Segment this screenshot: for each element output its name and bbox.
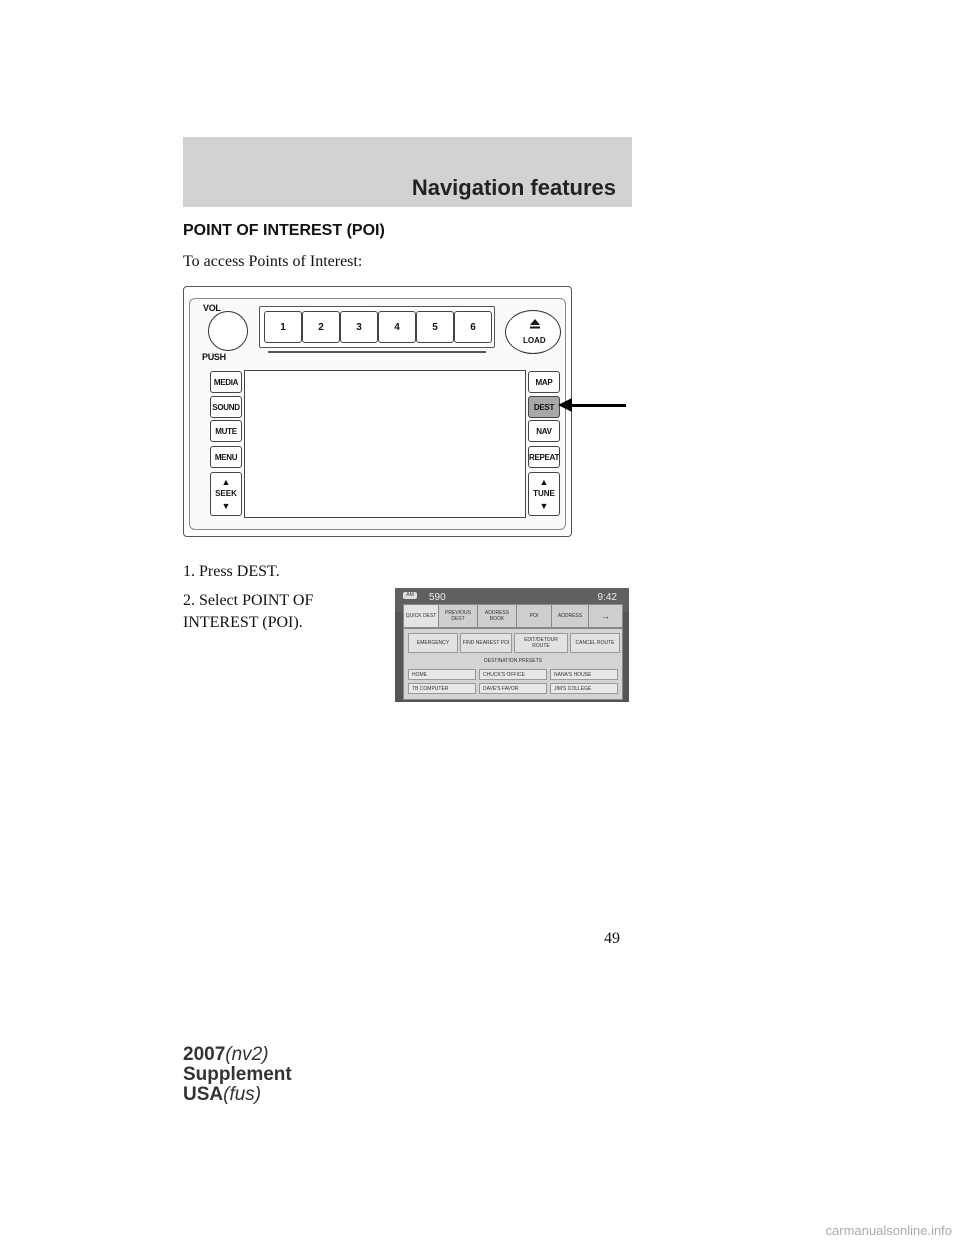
seek-button (210, 472, 242, 516)
tab-previous-dest: PREVIOUS DEST (438, 604, 478, 628)
sound-button: SOUND (210, 396, 242, 418)
eject-icon (530, 319, 540, 329)
destination-options-panel (403, 628, 623, 700)
document-footer (183, 1045, 292, 1105)
tune-label: TUNE (533, 489, 555, 498)
instruction-steps (183, 561, 383, 641)
next-arrow-icon: → (588, 604, 623, 628)
preset-strip (259, 306, 495, 348)
preset-tb-computer: TB COMPUTER (408, 683, 476, 694)
down-arrow-icon: ▼ (221, 501, 231, 511)
watermark: carmanualsonline.info (825, 1223, 952, 1238)
band-indicator: AM (403, 592, 417, 599)
volume-knob (208, 311, 248, 351)
clock-readout: 9:42 (597, 592, 617, 603)
footer-country: USA (183, 1084, 224, 1105)
repeat-button: REPEAT (528, 446, 560, 468)
page-number: 49 (604, 930, 620, 947)
preset-button-4: 4 (378, 311, 416, 343)
eject-load-button (505, 310, 561, 354)
preset-jims-college: JIM'S COLLEGE (550, 683, 618, 694)
step-2: 2. Select POINT OF INTEREST (POI). (183, 592, 314, 631)
vol-label: VOL (203, 303, 221, 313)
up-arrow-icon: ▲ (221, 477, 231, 487)
footer-code: (nv2) (225, 1044, 269, 1065)
footer-market: (fus) (223, 1084, 262, 1105)
tab-address-book: ADDRESS BOOK (477, 604, 517, 628)
header-band (183, 137, 632, 207)
tab-quick-dest: QUICK DEST (403, 604, 439, 628)
destination-presets-title: DESTINATION PRESETS (484, 658, 542, 664)
intro-text: To access Points of Interest: (183, 253, 363, 270)
preset-button-6: 6 (454, 311, 492, 343)
down-arrow-icon: ▼ (539, 501, 549, 511)
preset-chucks-office: CHUCK'S OFFICE (479, 669, 547, 680)
option-cancel-route: CANCEL ROUTE (570, 633, 620, 653)
mute-button: MUTE (210, 420, 242, 442)
load-label: LOAD (523, 336, 546, 345)
pointer-arrow-icon (558, 398, 572, 412)
media-button: MEDIA (210, 371, 242, 393)
option-edit-detour-route: EDIT/DETOUR ROUTE (514, 633, 568, 653)
preset-button-5: 5 (416, 311, 454, 343)
radio-unit-illustration (183, 286, 572, 537)
pointer-arrow-shaft (570, 404, 626, 407)
nav-destination-screen (395, 588, 629, 702)
footer-year: 2007 (183, 1044, 226, 1065)
frequency-readout: 590 (429, 592, 446, 603)
preset-button-3: 3 (340, 311, 378, 343)
map-button: MAP (528, 371, 560, 393)
option-find-nearest-poi: FIND NEAREST POI (460, 633, 512, 653)
preset-nanas-house: NANA'S HOUSE (550, 669, 618, 680)
nav-button: NAV (528, 420, 560, 442)
tune-button (528, 472, 560, 516)
step-1: 1. Press DEST. (183, 563, 280, 580)
tab-address: ADDRESS (551, 604, 589, 628)
tab-poi: POI (516, 604, 552, 628)
push-label: PUSH (202, 352, 226, 362)
up-arrow-icon: ▲ (539, 477, 549, 487)
chapter-title: Navigation features (411, 175, 616, 200)
section-heading: POINT OF INTEREST (POI) (183, 222, 385, 239)
menu-button: MENU (210, 446, 242, 468)
footer-supplement: Supplement (183, 1064, 292, 1085)
dest-button: DEST (528, 396, 560, 418)
preset-button-1: 1 (264, 311, 302, 343)
preset-daves-favor: DAVE'S FAVOR (479, 683, 547, 694)
preset-home: HOME (408, 669, 476, 680)
preset-button-2: 2 (302, 311, 340, 343)
radio-display-screen (244, 370, 526, 518)
seek-label: SEEK (215, 489, 237, 498)
option-emergency: EMERGENCY (408, 633, 458, 653)
